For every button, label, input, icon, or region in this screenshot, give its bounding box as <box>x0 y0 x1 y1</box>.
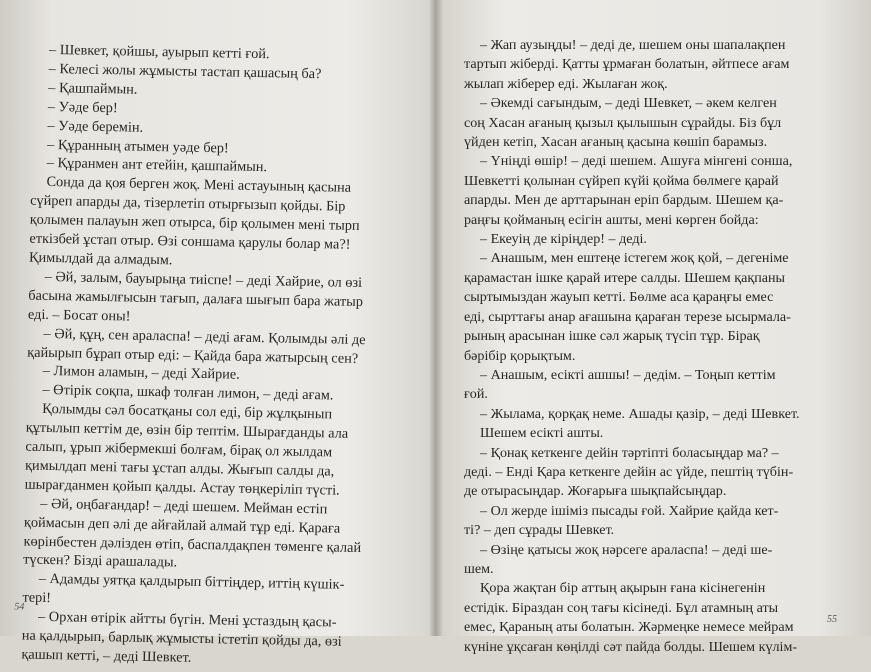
text-line: – Үніңді өшір! – деді шешем. Ашуға мінгені сонша, <box>480 153 793 170</box>
text-line: ті? – деп сұрады Шевкет. <box>464 522 615 539</box>
text-line: – Өтірік соқпа, шкаф толған лимон, – деді ағам. <box>42 382 334 404</box>
text-line: – Әй, залым, бауырыңа тиіспе! – деді Хайрие, ол өзі <box>44 268 363 291</box>
text-line: – Қашпаймын. <box>48 79 138 98</box>
text-line: үйден кетіп, Хасан ағаның қасына көшіп барамыз. <box>464 134 768 151</box>
left-page <box>0 0 436 666</box>
text-line: қолымен палауын жеп отырса, бір қолымен мені тырп <box>29 211 360 235</box>
text-line: – Уәде бер! <box>47 98 118 116</box>
text-line: қайырып бұрап отыр еді: – Қайда бара жатырсың сен? <box>27 344 359 367</box>
text-line: күніне ұқсаған көңілді сәт пайда болды. Шешем күлім- <box>464 638 798 655</box>
text-line: на қалдырып, барлық жұмысты істетіп қойды да, өзі <box>21 627 342 650</box>
text-line: раңғы қойманың есігін ашты, мені көрген бойда: <box>464 211 759 228</box>
text-line: естідік. Біраздан соң тағы кісінеді. Бұл атамның аты <box>464 599 779 616</box>
text-line: – Келесі жолы жұмысты тастап қашасың ба? <box>48 60 322 83</box>
text-line: емес, Қараның аты болатын. Жәрмеңке немесе мейрам <box>464 619 794 636</box>
text-line: – Әкемді сағындым, – деді Шевкет, – әкем келген <box>480 95 777 112</box>
text-line: Сонда да қоя берген жоқ. Мені астауының қасына <box>46 174 352 197</box>
text-line: сыртымыздан жауып кетті. Бөлме аса қараңғы емес <box>464 289 774 306</box>
text-line: шырағданмен қойып қалды. Астау төңкеріліп түсті. <box>24 476 340 499</box>
text-line: – Әй, оңбағандар! – деді шешем. Мейман естіп <box>40 495 328 518</box>
text-line: жылап жіберер еді. Жылаған жоқ. <box>464 75 668 92</box>
text-line: құтылып кеттім де, өзін бір тептім. Шырағданды ала <box>25 419 349 442</box>
text-line: – Өзіңе қатысы жоқ нәрсеге араласпа! – деді ше- <box>480 541 773 558</box>
text-line: еді. – Босат оны! <box>27 306 131 325</box>
text-line: еді, сырттағы анар ағашына қараған терезе ысырмала- <box>464 308 791 325</box>
text-line: қимылдап мені тағы ұстап алды. Жығып салды да, <box>24 457 335 480</box>
text-line: – Ол жерде ішіміз пысады ғой. Хайрие қайда кет- <box>480 502 779 519</box>
text-line: түскен? Бізді арашалады. <box>23 552 178 571</box>
text-line: Шевкетті қолынан сүйреп күйі қойма бөлмеге қарай <box>464 172 779 189</box>
text-line: – Жылама, қорқақ неме. Ашады қазір, – деді Шевкет. <box>480 405 800 422</box>
text-line: соң Хасан ағаның қызыл қылышын сұрайды. Біз бұл <box>464 114 782 131</box>
text-line: – Лимон аламын, – деді Хайрие. <box>42 363 240 384</box>
text-line: қашып кетті, – деді Шевкет. <box>21 646 192 666</box>
text-line: – Екеуің де кіріңдер! – деді. <box>480 231 647 248</box>
text-line: басына жамылғысын тағып, далаға шығып бара жатыр <box>28 287 364 310</box>
text-line: қарамастан ішке қарай итере салды. Шешем қақпаны <box>464 269 785 286</box>
text-line: еткізбей ұстап отыр. Өзі соншама қарулы болар ма?! <box>29 230 351 253</box>
text-line: апарды. Мен де арттарынан еріп бардым. Шешем қа- <box>464 192 784 209</box>
page-number-left: 54 <box>14 601 25 613</box>
text-line: шем. <box>464 560 494 577</box>
text-line: Қолымды сәл босатқаны сол еді, бір жұлқынып <box>42 401 333 423</box>
text-line: деді. – Енді Қара кеткенге дейін ас үйде, пештің түбін- <box>464 463 794 480</box>
text-line: – Анашым, есікті ашшы! – дедім. – Тоңып кеттім <box>480 366 776 383</box>
right-page-text <box>464 36 849 657</box>
text-line: – Анашым, мен ештеңе істегем жоқ қой, – дегеніме <box>480 250 789 267</box>
text-line: Шешем есікті ашты. <box>480 425 604 442</box>
text-line: тартып жіберді. Қатты ұрмаған болатын, әйтпесе ағам <box>464 56 790 73</box>
text-line: – Қонақ кеткенге дейін тәртіпті боласыңдар ма? – <box>480 444 779 461</box>
text-line: тері! <box>22 589 52 607</box>
text-line: бәрібір қорықтым. <box>464 347 576 364</box>
text-line: – Орхан өтірік айтты бүгін. Мені ұстаздың қасы- <box>38 609 337 631</box>
text-line: қоймасын деп әлі де айғайлай алмай тұр еді. Қараға <box>23 514 341 537</box>
text-line: – Адамды уятқа қалдырып біттіңдер, иттің күшік- <box>38 571 345 594</box>
page-number-right: 55 <box>827 614 837 625</box>
text-line: – Құранның атымен уәде бер! <box>47 136 229 156</box>
text-line: – Шевкет, қойшы, ауырып кетті ғой. <box>48 41 270 63</box>
text-line: де отырасыңдар. Жоғарыға шықпайсыңдар. <box>464 483 727 500</box>
text-line: – Жап аузыңды! – деді де, шешем оны шапалақпен <box>480 37 786 53</box>
right-page <box>436 0 871 655</box>
text-line: – Құранмен ант етейін, қашпаймын. <box>46 155 268 176</box>
text-line: сүйреп апарды да, тізерлетіп отырғызып қойды. Бір <box>29 192 346 215</box>
text-line: салып, ұрып жібермекші болғам, бірақ ол жылдам <box>25 438 333 461</box>
text-line: рының арасынан ішке сәл жарық түсіп тұр. Бірақ <box>464 328 760 345</box>
left-page-text <box>21 41 405 672</box>
text-line: ғой. <box>464 386 488 403</box>
text-line: көрінбестен дәлізден өтіп, баспалдақпен төменге қалай <box>23 533 362 556</box>
text-line: Қимылдай да алмадым. <box>28 249 173 269</box>
text-line: – Әй, құң, сен араласпа! – деді ағам. Қолымды әлі де <box>43 325 366 348</box>
text-line: – Уәде беремін. <box>47 117 144 136</box>
text-line: Қора жақтан бір аттың ақырын ғана кісінегенін <box>480 580 766 597</box>
